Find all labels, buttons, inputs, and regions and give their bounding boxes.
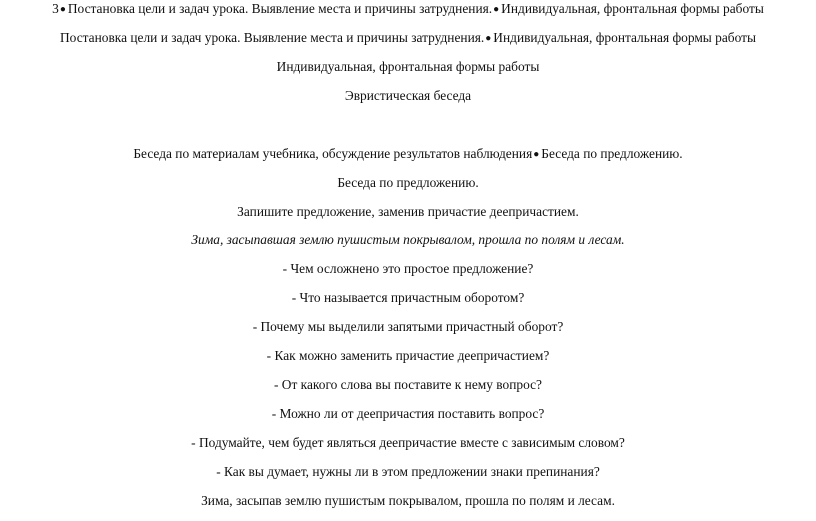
- question-item: - Почему мы выделили запятыми причастный оборот?: [252, 319, 564, 334]
- question-item: - Можно ли от деепричастия поставить вопрос?: [271, 406, 545, 421]
- stage-number: 3: [52, 1, 59, 16]
- bullet-icon: ●: [59, 4, 66, 15]
- question-item: - Что называется причастным оборотом?: [291, 290, 525, 305]
- question-item: - От какого слова вы поставите к нему вопрос?: [274, 377, 542, 392]
- question-item: - Как можно заменить причастие деепричастием?: [266, 348, 550, 363]
- stage-goal-line: [0, 30, 816, 47]
- sentence-conversation-line: Беседа по предложению.: [337, 175, 479, 190]
- answer-sentence: Зима, засыпав землю пушистым покрывалом, прошла по полям и лесам.: [201, 493, 615, 508]
- stage-work-forms-text: Индивидуальная, фронтальная формы работы: [493, 30, 756, 45]
- conversation-sentence-text: Беседа по предложению.: [541, 146, 683, 161]
- example-sentence: Зима, засыпавшая землю пушистым покрывалом, прошла по полям и лесам.: [191, 232, 625, 247]
- bullet-icon: ●: [533, 149, 540, 160]
- question-item: - Чем осложнено это простое предложение?: [282, 261, 534, 276]
- work-forms-line: Индивидуальная, фронтальная формы работы: [276, 59, 540, 74]
- stage-header-line: [0, 1, 816, 18]
- stage-goal-text: Постановка цели и задач урока. Выявление места и причины затруднения.: [60, 30, 485, 45]
- stage-goal-text: Постановка цели и задач урока. Выявление места и причины затруднения.: [67, 1, 493, 16]
- stage-work-forms-text: Индивидуальная, фронтальная формы работы: [501, 1, 764, 16]
- method-line: Эвристическая беседа: [344, 88, 472, 103]
- task-instruction: Запишите предложение, заменив причастие деепричастием.: [237, 204, 579, 219]
- bullet-icon: ●: [485, 33, 492, 44]
- bullet-icon: ●: [493, 4, 500, 15]
- question-item: - Подумайте, чем будет являться деепричастие вместе с зависимым словом?: [191, 435, 625, 450]
- conversation-line: [0, 146, 816, 163]
- conversation-text: Беседа по материалам учебника, обсуждение результатов наблюдения: [133, 146, 533, 161]
- question-item: - Как вы думает, нужны ли в этом предложении знаки препинания?: [216, 464, 600, 479]
